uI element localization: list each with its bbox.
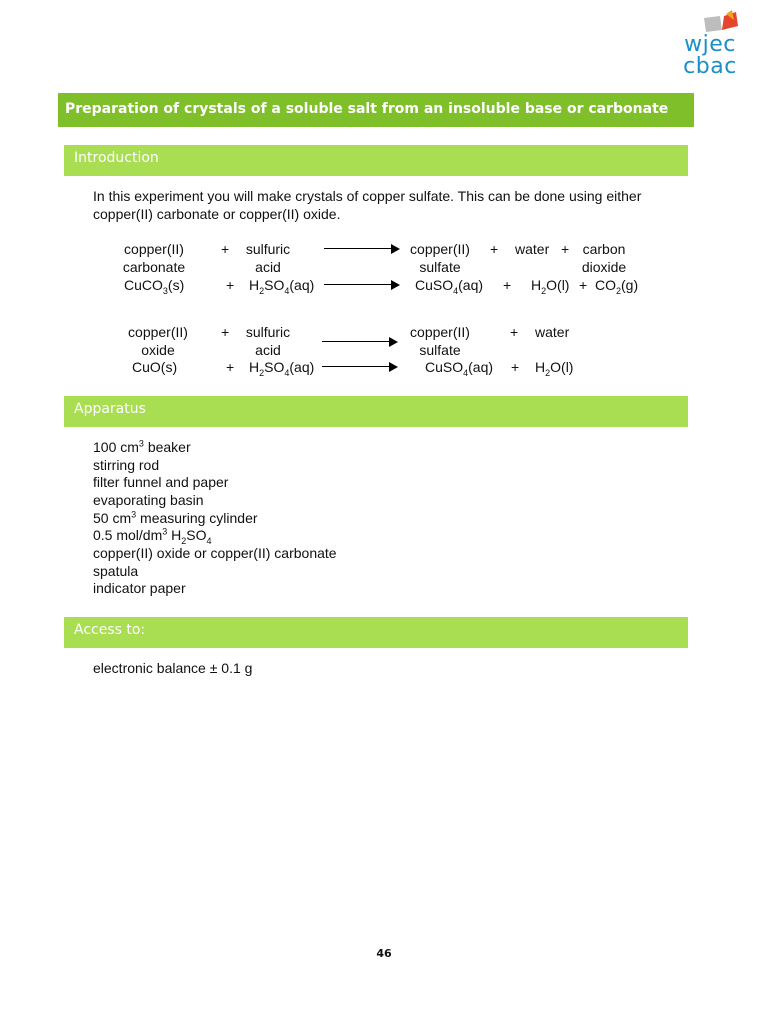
eq1-reactant1-word: copper(II) carbonate [122,241,186,275]
eq1-formula-plus-3: + [579,277,588,293]
book-icon [702,10,744,34]
eq1-product1-word: copper(II) sulfate [410,241,470,275]
apparatus-item-stirring-rod: stirring rod [93,457,160,473]
eq2-plus-1: + [221,324,230,340]
page-number: 46 [376,947,392,960]
access-heading: Access to: [64,617,688,648]
eq1-product2-formula: $H_2O(l)$ [531,277,570,296]
eq1-product3-formula: $CO_2(g)$ [595,277,639,296]
eq1-formula-plus-1: + [226,277,235,293]
eq2-reactant1-word: copper(II) oxide [128,324,188,358]
eq2-formula-plus-1: + [226,359,235,375]
apparatus-item-indicator-paper: indicator paper [93,580,186,596]
eq2-reactant1-formula: CuO(s) [132,359,178,375]
intro-line-1: In this experiment you will make crystals of copper sulfate. This can be done using either [93,188,642,204]
apparatus-item-measuring-cylinder: 50 $cm^3$ measuring cylinder [93,509,258,526]
eq1-reactant2-word: sulfuric acid [245,241,291,275]
logo-cbac-text: cbac [683,54,737,79]
apparatus-item-sulfuric-acid: 0.5 mol/$dm^3$ $H_2SO_4$ [93,526,212,546]
eq2-product2-word: water [535,324,570,340]
apparatus-item-evaporating-basin: evaporating basin [93,492,204,508]
page-title: Preparation of crystals of a soluble salt from an insoluble base or carbonate [58,93,694,127]
wjec-cbac-logo [672,10,748,80]
eq1-plus-3: + [561,241,570,257]
access-item-balance: electronic balance ± 0.1 g [93,660,253,676]
eq1-reactant1-formula: CuCO$_3$(s) [124,277,185,296]
intro-line-2: copper(II) carbonate or copper(II) oxide. [93,206,341,222]
eq1-formula-arrow [324,280,400,290]
eq2-formula-arrow [322,362,398,372]
eq2-reactant2-formula: $H_2SO_4(aq)$ [249,359,315,378]
eq2-word-arrow [322,337,398,347]
eq1-plus-2: + [490,241,499,257]
eq2-formula-plus-2: + [511,359,520,375]
eq1-formula-plus-2: + [503,277,512,293]
eq2-plus-2: + [510,324,519,340]
eq2-reactant2-word: sulfuric acid [245,324,291,358]
eq2-product2-formula: $H_2O(l)$ [535,359,574,378]
apparatus-item-filter-funnel: filter funnel and paper [93,474,229,490]
apparatus-item-copper-compound: copper(II) oxide or copper(II) carbonate [93,545,337,561]
eq1-plus-1: + [221,241,230,257]
eq1-product2-word: water [515,241,550,257]
apparatus-item-beaker: 100 $cm^3$ beaker [93,438,191,455]
apparatus-heading: Apparatus [64,396,688,427]
eq1-product1-formula: CuSO$_4$(aq) [415,277,484,296]
eq1-reactant2-formula: $H_2SO_4(aq)$ [249,277,315,296]
eq2-product1-word: copper(II) sulfate [410,324,470,358]
eq1-word-arrow [324,244,400,254]
eq1-product3-word: carbon dioxide [581,241,627,275]
introduction-heading: Introduction [64,145,688,176]
apparatus-item-spatula: spatula [93,563,139,579]
logo-wjec-text: wjec [684,32,736,57]
eq2-product1-formula: CuSO$_4$(aq) [425,359,494,378]
